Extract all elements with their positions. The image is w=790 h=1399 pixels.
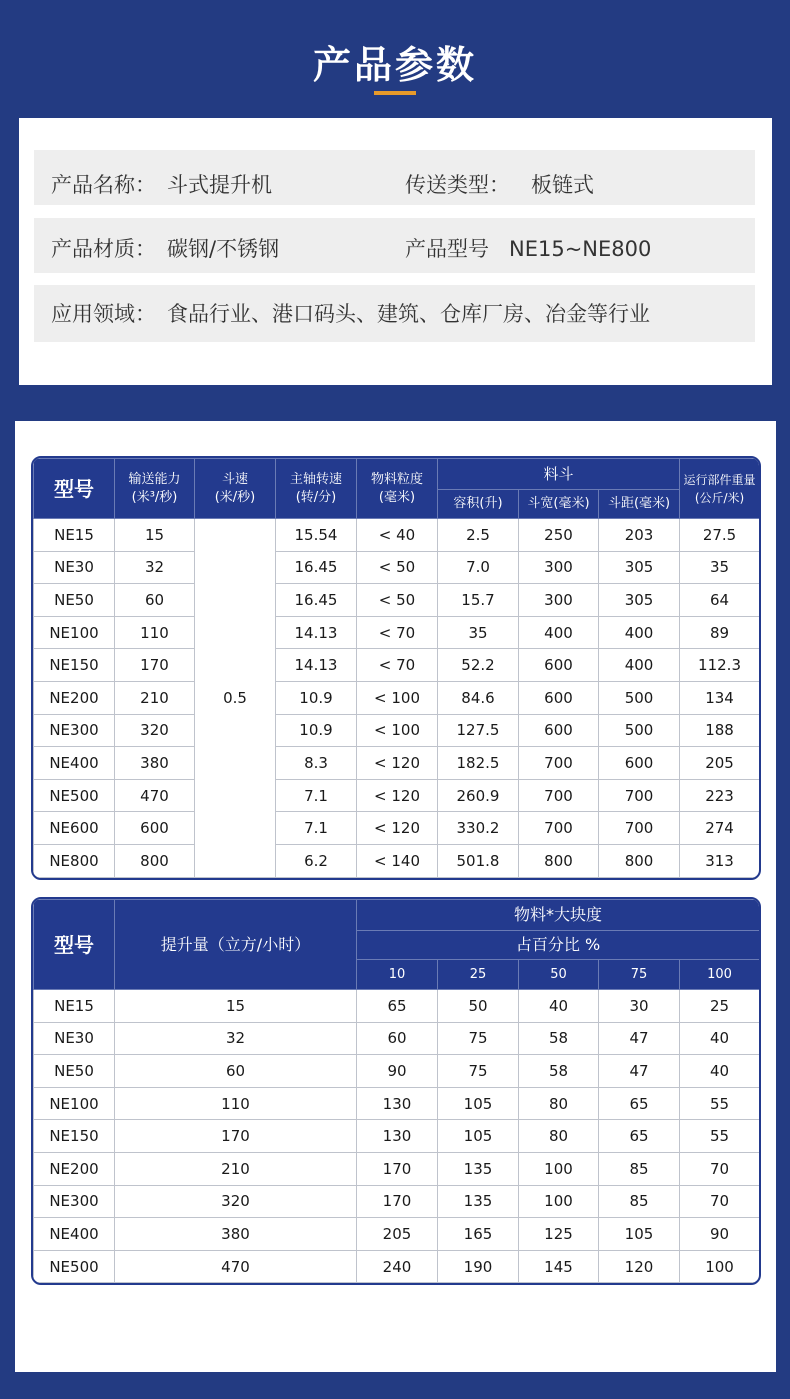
table-cell: 15	[115, 519, 195, 552]
table-cell: NE300	[34, 714, 115, 747]
table-cell: 205	[357, 1218, 438, 1251]
table-cell: < 100	[357, 681, 438, 714]
table-cell: 105	[599, 1218, 680, 1251]
application-field-value: 食品行业、港口码头、建筑、仓库厂房、冶金等行业	[167, 302, 650, 326]
table-cell: 70	[680, 1152, 760, 1185]
table-cell: 600	[599, 747, 680, 780]
table-cell: 58	[519, 1055, 599, 1088]
table-cell: 600	[519, 649, 599, 682]
table-cell: 145	[519, 1250, 599, 1283]
table-cell: 500	[599, 714, 680, 747]
header-percent-col: 100	[680, 960, 760, 990]
table-cell: NE150	[34, 1120, 115, 1153]
header-percent-col: 75	[599, 960, 680, 990]
header-bucket-speed: 斗速 (米/秒)	[195, 459, 276, 519]
table-cell: 203	[599, 519, 680, 552]
table-cell: 85	[599, 1185, 680, 1218]
table-cell: 600	[115, 812, 195, 845]
table-cell: NE400	[34, 747, 115, 780]
spec-table-2	[31, 897, 761, 1285]
header-volume: 容积(升)	[438, 490, 519, 519]
table-cell: 170	[357, 1152, 438, 1185]
table-cell: 14.13	[276, 649, 357, 682]
table-cell: NE50	[34, 584, 115, 617]
product-name-value: 斗式提升机	[167, 173, 272, 197]
table-cell: < 70	[357, 616, 438, 649]
table-cell: 170	[357, 1185, 438, 1218]
table-cell: 64	[680, 584, 760, 617]
table-cell: 50	[438, 990, 519, 1023]
table-cell: 40	[519, 990, 599, 1023]
table-cell: 274	[680, 812, 760, 845]
info-row-material-model	[34, 218, 755, 273]
table-cell: 90	[680, 1218, 760, 1251]
table-cell: 380	[115, 1218, 357, 1251]
table-row	[34, 812, 760, 845]
table-row	[34, 584, 760, 617]
table-row	[34, 1120, 760, 1153]
table-cell: < 100	[357, 714, 438, 747]
table-cell: 313	[680, 844, 760, 877]
table-cell: 40	[680, 1022, 760, 1055]
table-cell: 130	[357, 1087, 438, 1120]
table-cell: 15	[115, 990, 357, 1023]
table-cell: NE30	[34, 1022, 115, 1055]
table-cell: 10.9	[276, 714, 357, 747]
application-field-label: 应用领域：	[51, 302, 156, 326]
table-cell: 500	[599, 681, 680, 714]
table-cell: 65	[599, 1087, 680, 1120]
page-title: 产品参数	[312, 43, 477, 87]
table-cell: 75	[438, 1022, 519, 1055]
table-cell: 47	[599, 1022, 680, 1055]
table-cell: 70	[680, 1185, 760, 1218]
table-cell: 600	[519, 714, 599, 747]
title-underline	[374, 91, 416, 95]
table-cell: < 50	[357, 551, 438, 584]
table-cell: < 120	[357, 779, 438, 812]
table-cell: 80	[519, 1120, 599, 1153]
table-cell: 30	[599, 990, 680, 1023]
table-row	[34, 616, 760, 649]
transport-type-label: 传送类型：	[405, 173, 510, 197]
table-cell: 223	[680, 779, 760, 812]
table-row	[34, 747, 760, 780]
table-cell: 400	[599, 649, 680, 682]
table-row	[34, 1250, 760, 1283]
table-cell: 260.9	[438, 779, 519, 812]
header-capacity: 输送能力 (米³/秒)	[115, 459, 195, 519]
table-cell: 400	[519, 616, 599, 649]
table-cell: NE600	[34, 812, 115, 845]
table-cell: < 40	[357, 519, 438, 552]
table-cell: < 50	[357, 584, 438, 617]
table-cell: 205	[680, 747, 760, 780]
table-cell: 8.3	[276, 747, 357, 780]
table-row	[34, 1218, 760, 1251]
header-weight: 运行部件重量 (公斤/米)	[680, 459, 760, 519]
table-cell: < 120	[357, 812, 438, 845]
table-row	[34, 551, 760, 584]
table-cell: 65	[599, 1120, 680, 1153]
table-row	[34, 779, 760, 812]
table-cell: 127.5	[438, 714, 519, 747]
table-cell: NE200	[34, 681, 115, 714]
table-cell: 170	[115, 649, 195, 682]
table-cell: 25	[680, 990, 760, 1023]
table-row	[34, 844, 760, 877]
table-cell: 15.54	[276, 519, 357, 552]
table-cell: 300	[519, 584, 599, 617]
table-cell: 90	[357, 1055, 438, 1088]
table-cell: 305	[599, 551, 680, 584]
table-cell: 110	[115, 1087, 357, 1120]
table-cell: 330.2	[438, 812, 519, 845]
header-width: 斗宽(毫米)	[519, 490, 599, 519]
table-row	[34, 990, 760, 1023]
table-cell: NE500	[34, 779, 115, 812]
table-cell: 170	[115, 1120, 357, 1153]
table-cell: 65	[357, 990, 438, 1023]
bucket-speed-cell: 0.5	[195, 519, 276, 878]
table-cell: 7.0	[438, 551, 519, 584]
table-cell: 600	[519, 681, 599, 714]
table-cell: 190	[438, 1250, 519, 1283]
table-cell: < 120	[357, 747, 438, 780]
table-row	[34, 519, 760, 552]
header-percent-col: 50	[519, 960, 599, 990]
table-row	[34, 1185, 760, 1218]
table-cell: NE500	[34, 1250, 115, 1283]
table-cell: 85	[599, 1152, 680, 1185]
table-row	[34, 649, 760, 682]
table-cell: 800	[115, 844, 195, 877]
table-row	[34, 681, 760, 714]
table-cell: 2.5	[438, 519, 519, 552]
table-cell: NE50	[34, 1055, 115, 1088]
header-lift: 提升量（立方/小时）	[115, 900, 357, 990]
table-cell: NE300	[34, 1185, 115, 1218]
table-cell: 501.8	[438, 844, 519, 877]
table-cell: 700	[599, 779, 680, 812]
table-cell: 47	[599, 1055, 680, 1088]
header-spindle-speed: 主轴转速 (转/分)	[276, 459, 357, 519]
table-cell: 55	[680, 1120, 760, 1153]
table-cell: 32	[115, 1022, 357, 1055]
table-cell: < 140	[357, 844, 438, 877]
table-cell: 105	[438, 1087, 519, 1120]
table-cell: 470	[115, 1250, 357, 1283]
table-cell: 7.1	[276, 812, 357, 845]
table-cell: NE400	[34, 1218, 115, 1251]
table-cell: 52.2	[438, 649, 519, 682]
table-cell: NE15	[34, 990, 115, 1023]
table-cell: 7.1	[276, 779, 357, 812]
header-model: 型号	[34, 459, 115, 519]
table-cell: 35	[680, 551, 760, 584]
table-cell: 15.7	[438, 584, 519, 617]
table-cell: 80	[519, 1087, 599, 1120]
table-cell: 10.9	[276, 681, 357, 714]
header-percent-col: 10	[357, 960, 438, 990]
table-cell: 27.5	[680, 519, 760, 552]
table-cell: 14.13	[276, 616, 357, 649]
table-cell: 120	[599, 1250, 680, 1283]
model-label: 产品型号	[405, 237, 489, 261]
header-percent: 占百分比 %	[357, 931, 760, 960]
table-cell: 32	[115, 551, 195, 584]
table-cell: 112.3	[680, 649, 760, 682]
table-cell: 700	[519, 747, 599, 780]
header-pitch: 斗距(毫米)	[599, 490, 680, 519]
table-cell: 165	[438, 1218, 519, 1251]
table-row	[34, 1152, 760, 1185]
table-row	[34, 1055, 760, 1088]
table-cell: 75	[438, 1055, 519, 1088]
table-cell: 130	[357, 1120, 438, 1153]
table-cell: 470	[115, 779, 195, 812]
table-cell: NE150	[34, 649, 115, 682]
table-cell: 89	[680, 616, 760, 649]
table-cell: 188	[680, 714, 760, 747]
header-model-2: 型号	[34, 900, 115, 990]
table-cell: 700	[519, 812, 599, 845]
table-cell: 305	[599, 584, 680, 617]
table-cell: 135	[438, 1185, 519, 1218]
material-value: 碳钢/不锈钢	[167, 237, 280, 261]
table-cell: 100	[519, 1185, 599, 1218]
info-row-field	[34, 285, 755, 342]
table-cell: 240	[357, 1250, 438, 1283]
table-cell: 320	[115, 714, 195, 747]
table-cell: 60	[115, 584, 195, 617]
spec-table-1	[31, 456, 761, 880]
table-cell: 16.45	[276, 551, 357, 584]
table-cell: 16.45	[276, 584, 357, 617]
table-row	[34, 1087, 760, 1120]
table-cell: 105	[438, 1120, 519, 1153]
table-cell: 210	[115, 681, 195, 714]
transport-type-value: 板链式	[531, 173, 594, 197]
table-cell: < 70	[357, 649, 438, 682]
table-cell: 182.5	[438, 747, 519, 780]
table-cell: 35	[438, 616, 519, 649]
table-cell: 6.2	[276, 844, 357, 877]
table-cell: 400	[599, 616, 680, 649]
product-name-label: 产品名称：	[51, 173, 156, 197]
table-row	[34, 1022, 760, 1055]
table-cell: 60	[115, 1055, 357, 1088]
header-percent-col: 25	[438, 960, 519, 990]
table-cell: 700	[599, 812, 680, 845]
table-cell: 320	[115, 1185, 357, 1218]
info-row-name-type	[34, 150, 755, 205]
table-cell: 250	[519, 519, 599, 552]
table-cell: 100	[519, 1152, 599, 1185]
header-material-size: 物料*大块度	[357, 900, 760, 931]
table-cell: 700	[519, 779, 599, 812]
table-row	[34, 714, 760, 747]
table-cell: 135	[438, 1152, 519, 1185]
table-cell: 40	[680, 1055, 760, 1088]
table-cell: 100	[680, 1250, 760, 1283]
product-info-card	[19, 118, 772, 385]
table-cell: 84.6	[438, 681, 519, 714]
header-bucket: 料斗	[438, 459, 680, 490]
table-cell: NE30	[34, 551, 115, 584]
table-cell: 300	[519, 551, 599, 584]
table-cell: 134	[680, 681, 760, 714]
table-cell: 110	[115, 616, 195, 649]
table-cell: NE100	[34, 1087, 115, 1120]
material-label: 产品材质：	[51, 237, 156, 261]
table-cell: 58	[519, 1022, 599, 1055]
table-cell: 55	[680, 1087, 760, 1120]
table-cell: NE100	[34, 616, 115, 649]
table-cell: 380	[115, 747, 195, 780]
table-cell: NE200	[34, 1152, 115, 1185]
table-cell: NE15	[34, 519, 115, 552]
model-value: NE15~NE800	[509, 237, 652, 261]
table-cell: 125	[519, 1218, 599, 1251]
header-grain-size: 物料粒度 (毫米)	[357, 459, 438, 519]
table-cell: 60	[357, 1022, 438, 1055]
table-cell: 210	[115, 1152, 357, 1185]
table-cell: NE800	[34, 844, 115, 877]
table-cell: 800	[519, 844, 599, 877]
table-cell: 800	[599, 844, 680, 877]
